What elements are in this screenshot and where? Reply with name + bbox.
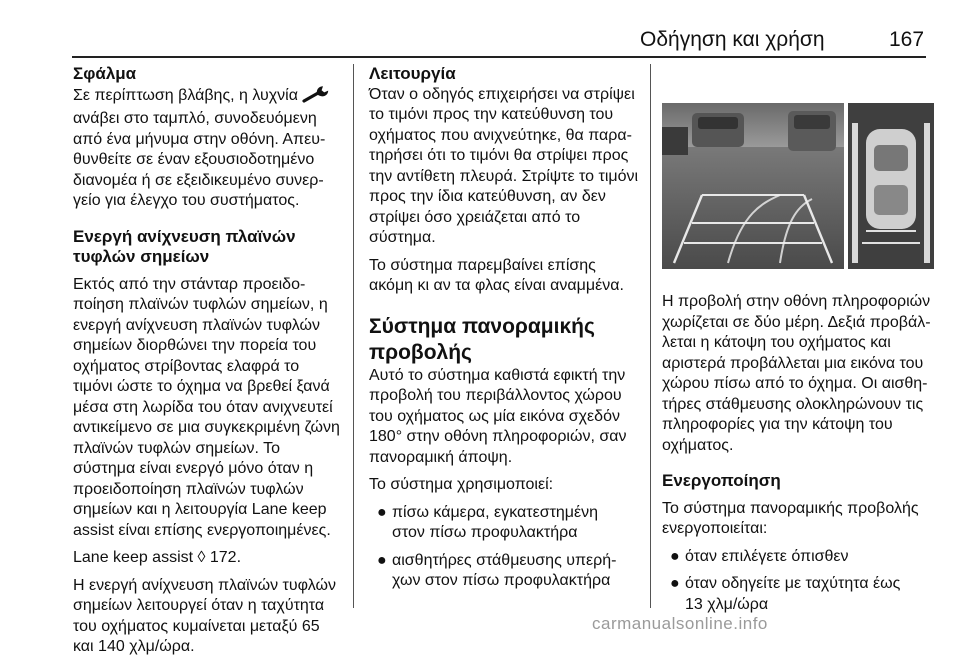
text-line: το τιμόνι προς την κατεύθυνση του xyxy=(369,106,614,123)
watermark: carmanualsonline.info xyxy=(592,614,768,633)
text-line: αριστερά προβάλλεται μια εικόνα του xyxy=(662,354,924,372)
text-line: Αυτό το σύστημα καθιστά εφικτή την xyxy=(369,366,626,384)
list-item xyxy=(369,503,641,544)
text-line: προειδοποίηση πλαϊνών τυφλών xyxy=(73,480,304,498)
page-number: 167 xyxy=(889,28,925,51)
text-line: σημείων και η λειτουργία Lane keep xyxy=(73,501,327,518)
text-line: στρίψει όσο χρειάζεται από το xyxy=(369,208,581,226)
text-line: 13 χλμ/ώρα xyxy=(685,595,769,613)
text-line: τιμόνι ώστε το όχημα να βρεθεί ξανά xyxy=(73,378,330,395)
bullet-icon: ● xyxy=(377,551,387,569)
text-line: Εκτός από την στάνταρ προειδο- xyxy=(73,275,306,293)
text-line: σύστημα είναι ενεργό μόνο όταν η xyxy=(73,460,314,477)
operation-paragraph-2 xyxy=(369,256,641,297)
activation-heading: Ενεργοποίηση xyxy=(662,471,781,490)
top-down-view xyxy=(848,103,934,269)
text-line: χώρου πίσω από το όχημα. Οι αισθη- xyxy=(662,375,928,392)
text-line: Όταν ο οδηγός επιχειρήσει να στρίψει xyxy=(369,85,635,103)
column-divider-right xyxy=(650,64,651,608)
text-line: πανοραμική άποψη. xyxy=(369,448,513,466)
heading-line: Σύστημα πανοραμικής xyxy=(369,314,595,338)
text-line: Το σύστημα πανοραμικής προβολής xyxy=(662,499,919,517)
text-line: οχήματος στρίβοντας ελαφρά το xyxy=(73,357,300,375)
text-line: αισθητήρες στάθμευσης υπερή- xyxy=(392,551,617,569)
column-3 xyxy=(662,292,934,615)
text-line: τήρες στάθμευσης ολοκληρώνουν τις xyxy=(662,395,924,413)
active-paragraph xyxy=(73,275,345,542)
active-heading xyxy=(73,227,345,268)
panorama-paragraph xyxy=(369,366,641,469)
activation-paragraph xyxy=(662,499,934,540)
text-line: Η ενεργή ανίχνευση πλαϊνών τυφλών xyxy=(73,576,336,594)
view-description xyxy=(662,292,934,456)
header-rule xyxy=(72,56,926,58)
text-line: του οχήματος κυμαίνεται μεταξύ 65 xyxy=(73,617,320,635)
operation-paragraph xyxy=(369,85,641,249)
text-line: αντικείμενο σε μια συγκεκριμένη ζώνη xyxy=(73,419,340,436)
bullet-icon: ● xyxy=(670,547,680,565)
column-divider-left xyxy=(353,64,354,608)
text-line: την αντίθετη πλευρά. Στρίψτε το τιμόνι xyxy=(369,167,639,185)
list-item xyxy=(369,551,641,592)
text-line: 180° στην οθόνη πληροφοριών, σαν xyxy=(369,428,627,445)
text-line: οχήματος. xyxy=(662,436,734,454)
text-line: ανάβει στο ταμπλό, συνοδευόμενη xyxy=(73,110,317,127)
text-line: χωρίζεται σε δύο μέρη. Δεξιά προβάλ- xyxy=(662,313,931,331)
wrench-icon xyxy=(302,85,332,110)
section-title: Οδήγηση και χρήση xyxy=(640,28,825,51)
lane-keep-assist-link[interactable]: Lane keep assist ◊ 172. xyxy=(73,549,242,566)
panoramic-view-figure xyxy=(662,103,934,269)
operation-heading: Λειτουργία xyxy=(369,64,456,83)
text-line: γείο για έλεγχο του συστήματος. xyxy=(73,192,300,209)
text-line: προς την ίδια κατεύθυνση, αν δεν xyxy=(369,188,606,205)
fault-heading: Σφάλμα xyxy=(73,64,137,83)
text-line: λεται η κάτοψη του οχήματος και xyxy=(662,334,891,351)
text-line: πίσω κάμερα, εγκατεστημένη xyxy=(392,503,599,521)
text-line: ενεργοποιείται: xyxy=(662,520,768,537)
text-line: προβολή του περιβάλλοντος χώρου xyxy=(369,387,622,404)
text-line: στον πίσω προφυλακτήρα xyxy=(392,524,578,541)
heading-line: Ενεργή ανίχνευση πλαϊνών xyxy=(73,226,296,246)
text-line: θυνθείτε σε έναν εξουσιοδοτημένο xyxy=(73,151,315,168)
text-line: οχήματος που ανιχνεύτηκε, θα παρα- xyxy=(369,126,632,144)
rear-camera-view xyxy=(662,103,844,269)
bullet-icon: ● xyxy=(670,575,680,592)
heading-line: προβολής xyxy=(369,340,472,364)
text-line: Σε περίπτωση βλάβης, η λυχνία xyxy=(73,85,345,110)
text-line: ποίηση πλαϊνών τυφλών σημείων, η xyxy=(73,296,328,313)
text-line: σύστημα. xyxy=(369,229,436,246)
text-line: τηρήσει ότι το τιμόνι θα στρίψει προς xyxy=(369,147,629,164)
text-line: πληροφορίες για την κάτοψη του xyxy=(662,416,893,433)
text-line: χων στον πίσω προφυλακτήρα xyxy=(392,572,611,589)
text-line: σημείων διορθώνει την πορεία του xyxy=(73,337,317,354)
text-line: assist είναι επίσης ενεργοποιημένες. xyxy=(73,521,331,539)
panorama-heading xyxy=(369,314,641,366)
list-item xyxy=(662,547,934,568)
fault-paragraph xyxy=(73,85,345,212)
text-line: από ένα μήνυμα στην οθόνη. Απευ- xyxy=(73,130,326,148)
column-1 xyxy=(73,64,345,658)
text-line: και 140 χλμ/ώρα. xyxy=(73,638,195,655)
text-line: ενεργή ανίχνευση πλαϊνών τυφλών xyxy=(73,316,320,334)
text-line: όταν επιλέγετε όπισθεν xyxy=(685,547,849,565)
speed-paragraph xyxy=(73,576,345,658)
text-line: Το σύστημα παρεμβαίνει επίσης xyxy=(369,256,596,274)
uses-line: Το σύστημα χρησιμοποιεί: xyxy=(369,476,554,493)
text-line: του οχήματος ως μία εικόνα σχεδόν xyxy=(369,407,620,425)
text-line: πλαϊνών τυφλών σημείων. Το xyxy=(73,439,281,457)
bullet-icon: ● xyxy=(377,503,387,521)
heading-line: τυφλών σημείων xyxy=(73,247,210,266)
column-2 xyxy=(369,64,641,592)
text-line: ακόμη κι αν τα φλας είναι αναμμένα. xyxy=(369,277,624,294)
text-line: διανομέα ή σε εξειδικευμένο συνερ- xyxy=(73,171,324,189)
text-line: μέσα στη λωρίδα του όταν ανιχνευτεί xyxy=(73,398,333,416)
text-line: όταν οδηγείτε με ταχύτητα έως xyxy=(685,575,901,592)
text-line: σημείων λειτουργεί όταν η ταχύτητα xyxy=(73,597,325,614)
text-line: Η προβολή στην οθόνη πληροφοριών xyxy=(662,293,931,310)
list-item xyxy=(662,574,934,615)
